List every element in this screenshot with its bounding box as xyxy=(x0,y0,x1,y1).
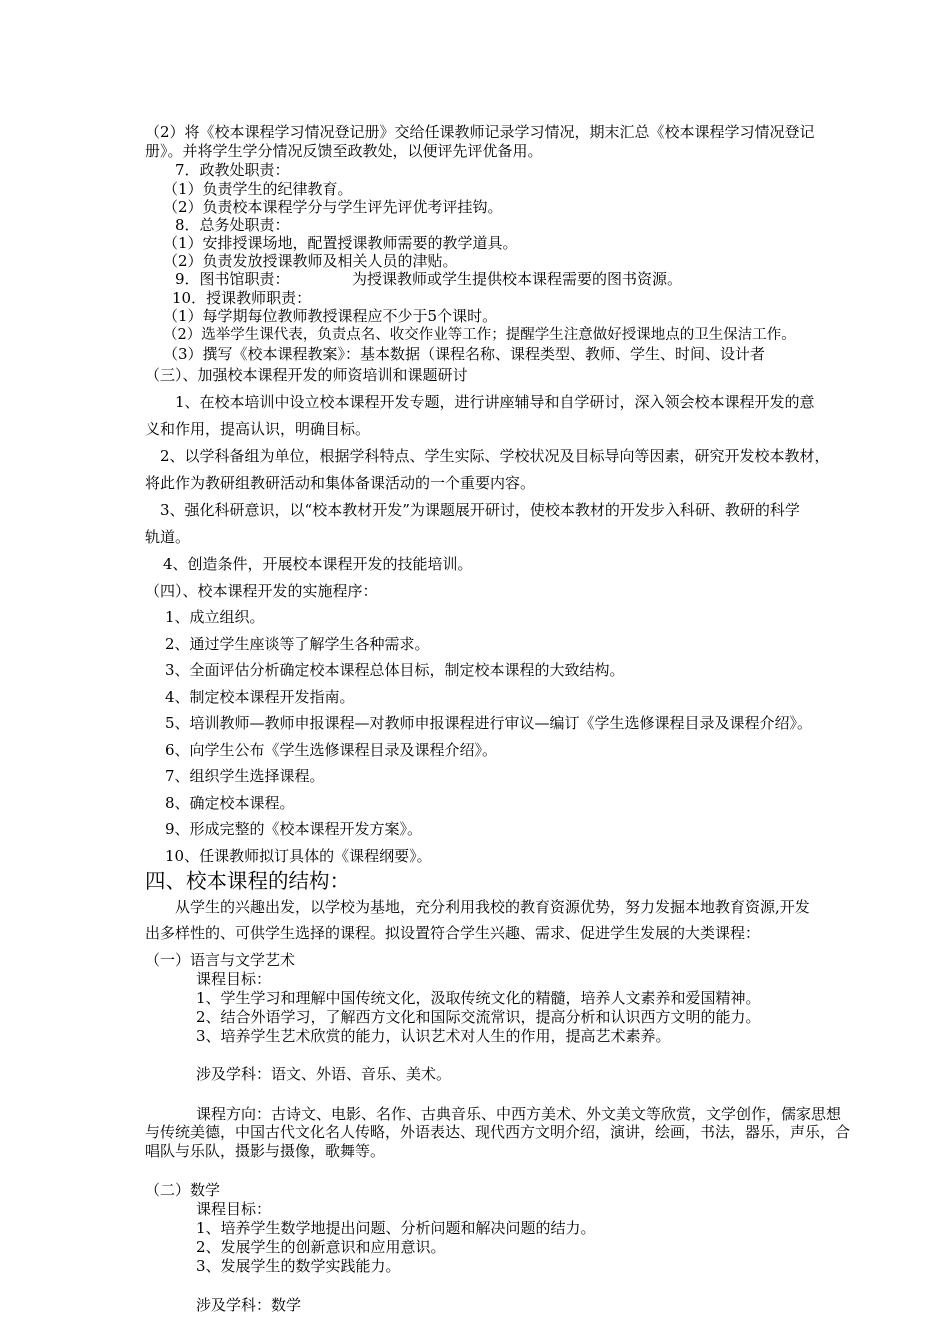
section-heading: （四）、校本课程开发的实施程序： xyxy=(145,582,378,600)
text-line: （1）负责学生的纪律教育。 xyxy=(163,180,353,198)
text-line: 5、培训教师—教师申报课程—对教师申报课程进行审议—编订《学生选修课程目录及课程介绍》。 xyxy=(165,714,813,732)
text-line: 课程目标： xyxy=(196,1200,272,1218)
text-line: 册》。并将学生学分情况反馈至政教处，以便评先评优备用。 xyxy=(145,142,543,160)
text-line: 9、形成完整的《校本课程开发方案》。 xyxy=(165,820,423,838)
text-line: 轨道。 xyxy=(145,528,191,546)
text-line: 2、结合外语学习，了解西方文化和国际交流常识，提高分析和认识西方文明的能力。 xyxy=(196,1008,761,1026)
text-line: 8、确定校本课程。 xyxy=(165,794,295,812)
text-line: 6、向学生公布《学生选修课程目录及课程介绍》。 xyxy=(165,741,498,759)
text-line: 3、发展学生的数学实践能力。 xyxy=(196,1257,401,1275)
text-line: 涉及学科：数学 xyxy=(196,1296,302,1314)
text-line: 3、全面评估分析确定校本课程总体目标，制定校本课程的大致结构。 xyxy=(165,661,625,679)
text-line: 课程目标： xyxy=(196,970,272,988)
text-line: 7．政教处职责： xyxy=(175,161,290,179)
subsection-heading: （一）语言与文学艺术 xyxy=(145,951,296,969)
text-line: （1）安排授课场地，配置授课教师需要的教学道具。 xyxy=(163,234,518,252)
text-line: （2）选举学生课代表，负责点名、收交作业等工作；提醒学生注意做好授课地点的卫生保洁工作。 xyxy=(163,327,796,343)
text-line: 8．总务处职责： xyxy=(175,216,290,234)
section-heading: 四、校本课程的结构： xyxy=(145,869,350,893)
text-line: 将此作为教研组教研活动和集体备课活动的一个重要内容。 xyxy=(145,474,536,492)
text-line: 3、强化科研意识，以“校本教材开发”为课题展开研讨，使校本教材的开发步入科研、教研的科学 xyxy=(160,501,800,519)
text-line: 2、通过学生座谈等了解学生各种需求。 xyxy=(165,635,430,653)
section-heading: （三）、加强校本课程开发的师资培训和课题研讨 xyxy=(145,366,468,384)
text-line: （3）撰写《校本课程教案》：基本数据（课程名称、课程类型、教师、学生、时间、设计者 xyxy=(163,345,766,363)
text-line: 为授课教师或学生提供校本课程需要的图书资源。 xyxy=(352,270,683,288)
text-line: 1、成立组织。 xyxy=(165,608,265,626)
text-line: 出多样性的、可供学生选择的课程。拟设置符合学生兴趣、需求、促进学生发展的大类课程： xyxy=(145,924,761,942)
text-line: （1）每学期每位教师教授课程应不少于5个课时。 xyxy=(163,307,498,325)
text-line: 2、发展学生的创新意识和应用意识。 xyxy=(196,1238,446,1256)
text-line: 4、创造条件，开展校本课程开发的技能培训。 xyxy=(163,555,473,573)
text-line: 4、制定校本课程开发指南。 xyxy=(165,688,355,706)
text-line: 2、以学科备组为单位，根据学科特点、学生实际、学校状况及目标导向等因素，研究开发校本教材， xyxy=(160,447,830,465)
text-line: （2）负责校本课程学分与学生评先评优考评挂钩。 xyxy=(163,198,503,216)
subsection-heading: （二）数学 xyxy=(145,1181,221,1199)
text-line: 10、任课教师拟订具体的《课程纲要》。 xyxy=(165,847,432,865)
text-line: 10．授课教师职责： xyxy=(172,289,312,307)
text-line: 1、在校本培训中设立校本课程开发专题，进行讲座辅导和自学研讨，深入领会校本课程开发的意 xyxy=(175,393,815,411)
text-line: 涉及学科：语文、外语、音乐、美术。 xyxy=(196,1065,452,1083)
text-line: 3、培养学生艺术欣赏的能力，认识艺术对人生的作用，提高艺术素养。 xyxy=(196,1027,671,1045)
text-line: （2）将《校本课程学习情况登记册》交给任课教师记录学习情况，期末汇总《校本课程学习情况登记 xyxy=(145,123,815,141)
text-line: （2）负责发放授课教师及相关人员的津贴。 xyxy=(163,252,458,270)
text-line: 9．图书馆职责： xyxy=(175,270,290,288)
text-line: 与传统美德，中国古代文化名人传略，外语表达、现代西方文明介绍，演讲，绘画，书法，器乐，声乐，合 xyxy=(145,1123,851,1141)
text-line: 从学生的兴趣出发，以学校为基地，充分利用我校的教育资源优势，努力发掘本地教育资源,开发 xyxy=(175,898,810,916)
text-line: 课程方向：古诗文、电影、名作、古典音乐、中西方美术、外文美文等欣赏，文学创作，儒家思想 xyxy=(196,1105,842,1123)
text-line: 义和作用，提高认识，明确目标。 xyxy=(145,420,371,438)
text-line: 唱队与乐队，摄影与摄像，歌舞等。 xyxy=(145,1142,386,1160)
text-line: 1、培养学生数学地提出问题、分析问题和解决问题的结力。 xyxy=(196,1219,596,1237)
text-line: 7、组织学生选择课程。 xyxy=(165,767,325,785)
text-line: 1、学生学习和理解中国传统文化，汲取传统文化的精髓，培养人文素养和爱国精神。 xyxy=(196,989,761,1007)
